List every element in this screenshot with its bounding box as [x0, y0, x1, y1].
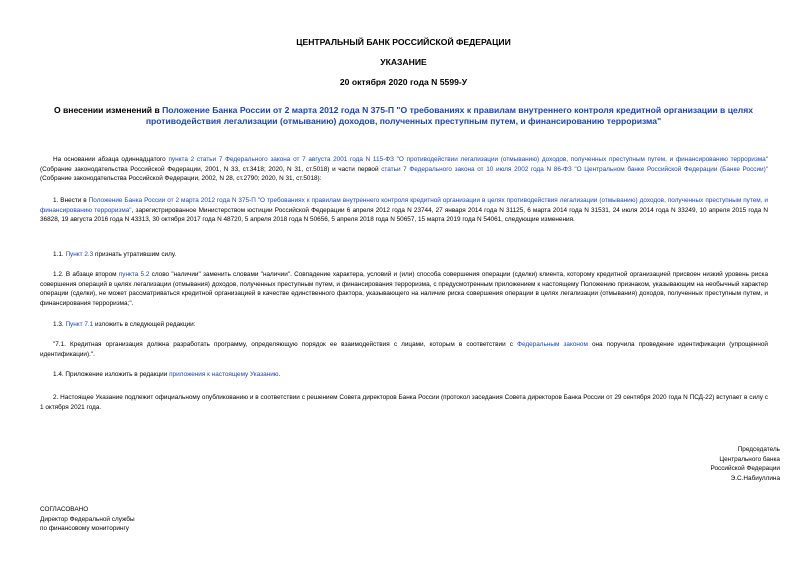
document-title — [40, 105, 767, 127]
link-item-2-3[interactable]: Пункт 2.3 — [65, 251, 94, 258]
link-appendix[interactable]: приложения к настоящему Указанию — [169, 371, 279, 378]
agreed-heading: СОГЛАСОВАНО — [40, 506, 89, 513]
link-item-5-2[interactable]: пункта 5.2 — [118, 271, 150, 278]
paragraph-1-2 — [40, 270, 768, 308]
link-federal-law[interactable]: Федеральным законом — [517, 341, 588, 348]
p14-text-1: 1.4. Приложение изложить в редакции — [53, 371, 170, 378]
title-prefix: О внесении изменений в — [53, 105, 163, 115]
p11-text-2: признать утратившим силу. — [93, 251, 177, 258]
document-date-number: 20 октября 2020 года N 5599-У — [339, 77, 468, 87]
agreed-line-3: по финансовому мониторингу — [40, 525, 130, 533]
p13-text-1: 1.3. — [53, 321, 66, 328]
signature-line-1: Председатель — [737, 446, 780, 453]
signature-block — [700, 445, 780, 483]
agreed-line-2: Директор Федеральной службы — [40, 515, 135, 523]
p12-text-2: слово "наличии" заменить словами "наличии". Совпадение характера, условий и (или) способа совершения операции (сделки) клиента, которому кредитной организацией присвоен низкий уровень риска совершения операций в целях легализации (отмывания) доходов, полученных преступным путем, и финансирования терроризма, с предусмотренным приложением к настоящему Положению признаком, указывающим на необычный характер операции (сделки), не может рассматриваться кредитной организацией в качестве единственного фактора, указывающего на наличие риска совершения операции в целях легализации (отмывания) доходов, полученных преступным путем, и финансирования терроризма;". — [40, 271, 769, 307]
p1-text-1: 1. Внести в — [53, 197, 89, 204]
title-link-regulation-375p[interactable]: Положение Банка России от 2 марта 2012 года N 375-П "О требованиях к правилам внутреннего контроля кредитной организации в целях противодействия легализации (отмыванию) доходов, полученных преступным путем, и финансированию терроризма" — [145, 105, 754, 126]
p13-text-2: изложить в следующей редакции: — [93, 321, 196, 328]
p71-text-2: она поручила проведение идентификации (упрощенной идентификации).". — [40, 341, 768, 358]
link-law-86fz[interactable]: статьи 7 Федерального закона от 10 июля 2002 года N 86-ФЗ "О Центральном банке Российской Федерации (Банке России)" — [381, 165, 768, 173]
signature-line-3: Российской Федерации — [710, 465, 780, 473]
document-type: УКАЗАНИЕ — [380, 57, 427, 67]
p14-text-2: . — [278, 371, 281, 378]
paragraph-2: 2. Настоящее Указание подлежит официальному опубликованию и в соответствии с решением Совета директоров Банка России (протокол заседания Совета директоров Банка России от 29 сентября 2020 года N ПСД-22) вступает в силу с 1 октября 2021 года. — [40, 394, 768, 411]
paragraph-7-1-text — [40, 340, 768, 359]
preamble-text-3: (Собрание законодательства Российской Федерации, 2002, N 28, ст.2790; 2020, N 31, ст.5018): — [40, 175, 322, 183]
link-law-115fz[interactable]: пункта 2 статьи 7 Федерального закона от 7 августа 2001 года N 115-ФЗ "О противодействии легализации (отмыванию) доходов, полученных преступным путем, и финансированию терроризма" — [168, 156, 768, 163]
paragraph-1-3 — [40, 320, 768, 330]
preamble-text-2: (Собрание законодательства Российской Федерации, 2001, N 33, ст.3418; 2020, N 31, ст.5018) и части первой — [40, 165, 382, 173]
signature-name: Э.С.Набиуллина — [730, 474, 780, 482]
link-regulation-375p[interactable]: Положение Банка России от 2 марта 2012 года N 375-П "О требованиях к правилам внутреннего контроля кредитной организации в целях противодействия легализации (отмыванию) доходов, полученных преступным путем, и финансированию терроризма" — [40, 197, 769, 214]
issuer-heading: ЦЕНТРАЛЬНЫЙ БАНК РОССИЙСКОЙ ФЕДЕРАЦИИ — [296, 37, 511, 47]
paragraph-1-1 — [40, 250, 768, 260]
paragraph-1-4 — [40, 370, 768, 380]
p1-text-2: , зарегистрированное Министерством юстиции Российской Федерации 6 апреля 2012 года N 23744, 27 января 2014 года N 31125, 6 марта 2014 года N 31531, 24 июля 2014 года N 33249, 10 апреля 2015 года N 36828, 19 августа 2016 года N 43313, 30 октября 2017 года N 48720, 5 апреля 2018 года N 50656, 5 апреля 2018 года N 50657, 15 марта 2019 года N 54061, следующие изменения. — [40, 206, 769, 224]
paragraph-1 — [40, 196, 768, 225]
p71-text-1: "7.1. Кредитная организация должна разработать программу, определяющую порядок ее взаимодействия с лицами, которым в соответствии с — [53, 341, 518, 348]
link-item-7-1[interactable]: Пункт 7.1 — [65, 321, 94, 328]
p11-text-1: 1.1. — [53, 251, 66, 258]
p12-text-1: 1.2. В абзаце втором — [53, 271, 119, 278]
preamble-paragraph — [40, 155, 768, 184]
signature-line-2: Центрального банка — [719, 455, 780, 463]
preamble-text-1: На основании абзаца одиннадцатого — [53, 156, 169, 163]
agreed-block — [40, 505, 240, 534]
